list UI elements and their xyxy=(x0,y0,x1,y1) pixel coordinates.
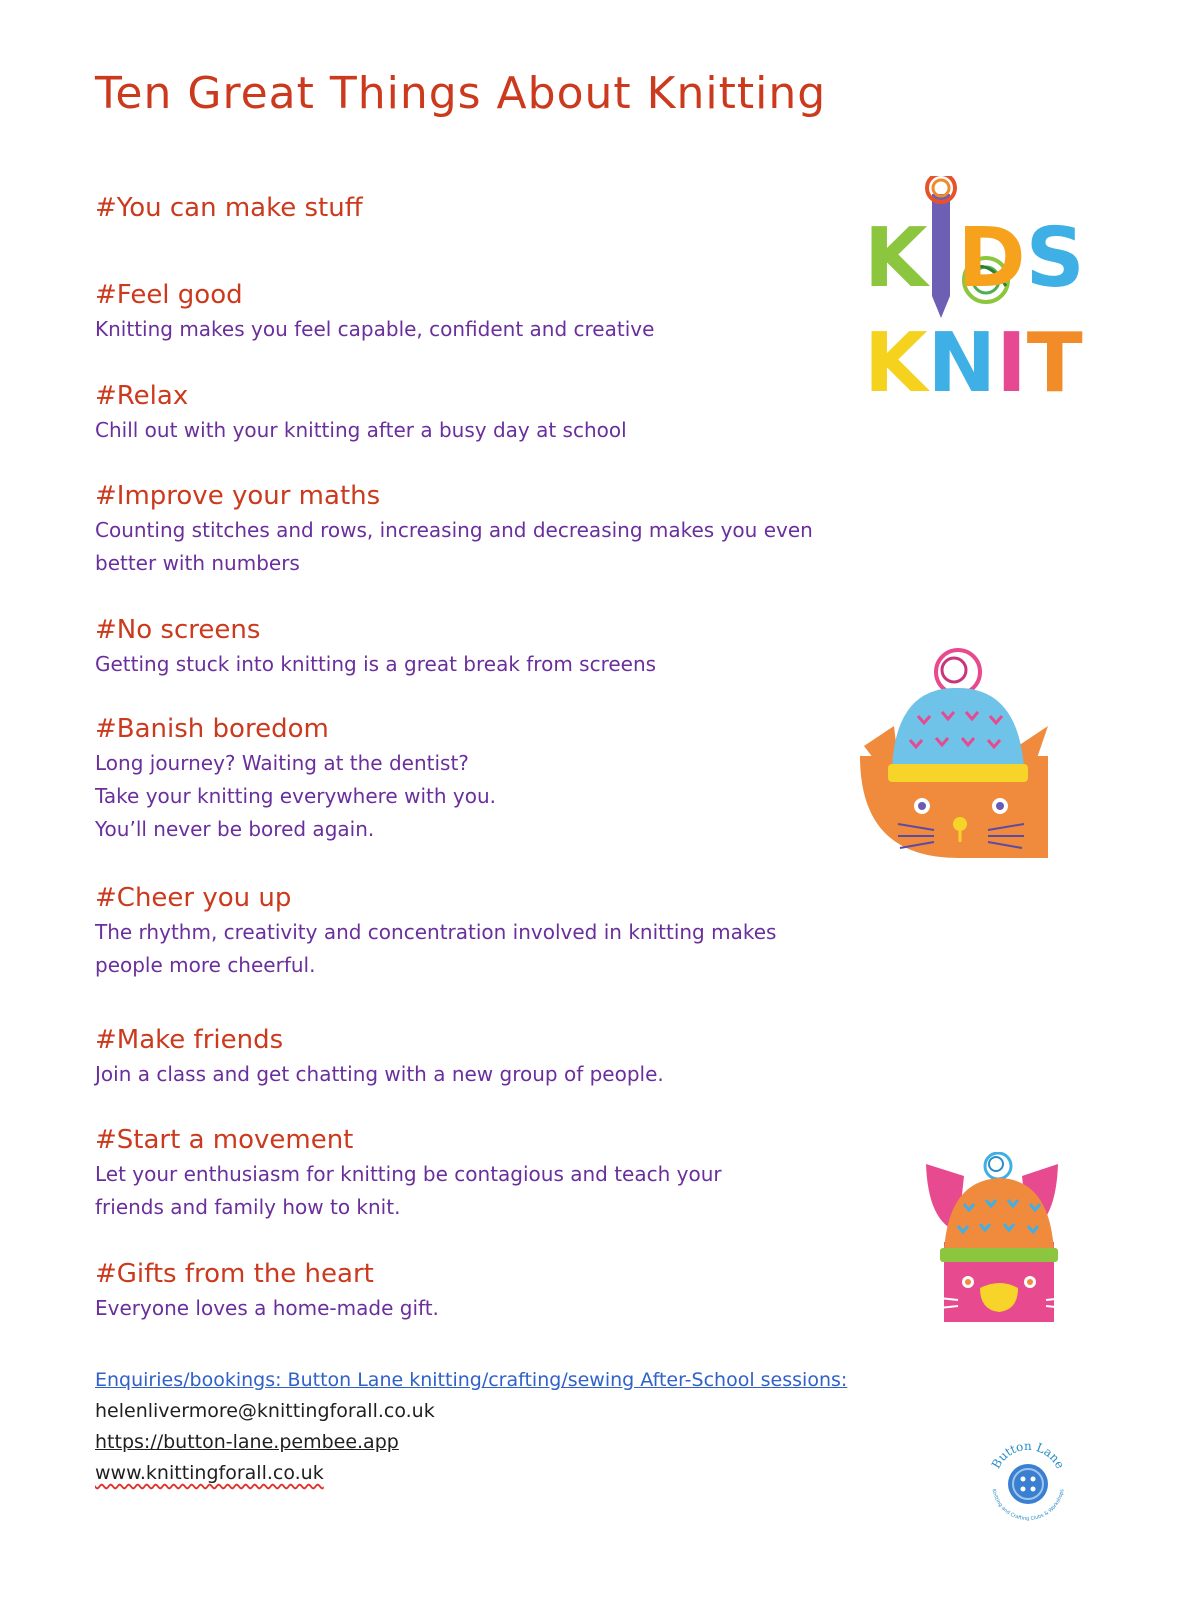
section-text: Long journey? Waiting at the dentist? xyxy=(95,751,469,775)
section-heading: #No screens xyxy=(95,615,261,645)
section-text: Take your knitting everywhere with you. xyxy=(95,784,496,808)
button-lane-name: Button Lane xyxy=(988,1438,1068,1472)
page-title: Ten Great Things About Knitting xyxy=(95,68,827,119)
section-heading: #Cheer you up xyxy=(95,883,292,913)
knit-word: KNIT xyxy=(864,316,1083,408)
section-heading: #Improve your maths xyxy=(95,481,381,511)
section-text: people more cheerful. xyxy=(95,953,316,977)
website-link[interactable]: www.knittingforall.co.uk xyxy=(95,1462,324,1484)
section-heading: #Gifts from the heart xyxy=(95,1259,374,1289)
button-lane-tagline: Knitting and Crafting Clubs & Workshops xyxy=(990,1488,1066,1523)
section-start-movement xyxy=(95,1122,925,1224)
section-heading: #Feel good xyxy=(95,280,243,310)
section-make-friends xyxy=(95,1022,925,1091)
bunny-in-hat-illustration xyxy=(918,1152,1086,1322)
section-text: friends and family how to knit. xyxy=(95,1195,401,1219)
kids-word: K DS xyxy=(864,211,1085,306)
section-text: Chill out with your knitting after a busy day at school xyxy=(95,418,627,442)
button-lane-logo xyxy=(982,1436,1074,1528)
section-feel-good xyxy=(95,277,925,346)
kids-knit-logo xyxy=(862,176,1098,408)
section-heading: #Make friends xyxy=(95,1025,284,1055)
cat-in-hat-illustration xyxy=(858,646,1054,858)
section-gifts xyxy=(95,1256,925,1325)
section-heading: #You can make stuff xyxy=(95,193,363,223)
section-make-stuff xyxy=(95,190,925,226)
section-text: Join a class and get chatting with a new group of people. xyxy=(95,1062,664,1086)
section-heading: #Relax xyxy=(95,381,189,411)
section-text: Counting stitches and rows, increasing and decreasing makes you even xyxy=(95,518,813,542)
section-text: You’ll never be bored again. xyxy=(95,817,375,841)
section-heading: #Start a movement xyxy=(95,1125,354,1155)
enquiries-link[interactable]: Enquiries/bookings: Button Lane knitting/crafting/sewing After-School sessions: xyxy=(95,1369,848,1391)
section-text: better with numbers xyxy=(95,551,300,575)
contact-email: helenlivermore@knittingforall.co.uk xyxy=(95,1400,435,1422)
section-text: Everyone loves a home-made gift. xyxy=(95,1296,439,1320)
section-cheer-up xyxy=(95,880,925,982)
section-text: Getting stuck into knitting is a great break from screens xyxy=(95,652,657,676)
section-heading: #Banish boredom xyxy=(95,714,329,744)
section-text: Knitting makes you feel capable, confident and creative xyxy=(95,317,655,341)
section-maths xyxy=(95,478,925,580)
section-text: Let your enthusiasm for knitting be contagious and teach your xyxy=(95,1162,722,1186)
section-no-screens xyxy=(95,612,925,681)
section-text: The rhythm, creativity and concentration involved in knitting makes xyxy=(95,920,777,944)
contact-footer xyxy=(95,1365,847,1489)
pembee-link[interactable]: https://button-lane.pembee.app xyxy=(95,1431,399,1453)
section-relax xyxy=(95,378,925,447)
section-banish-boredom xyxy=(95,711,925,846)
